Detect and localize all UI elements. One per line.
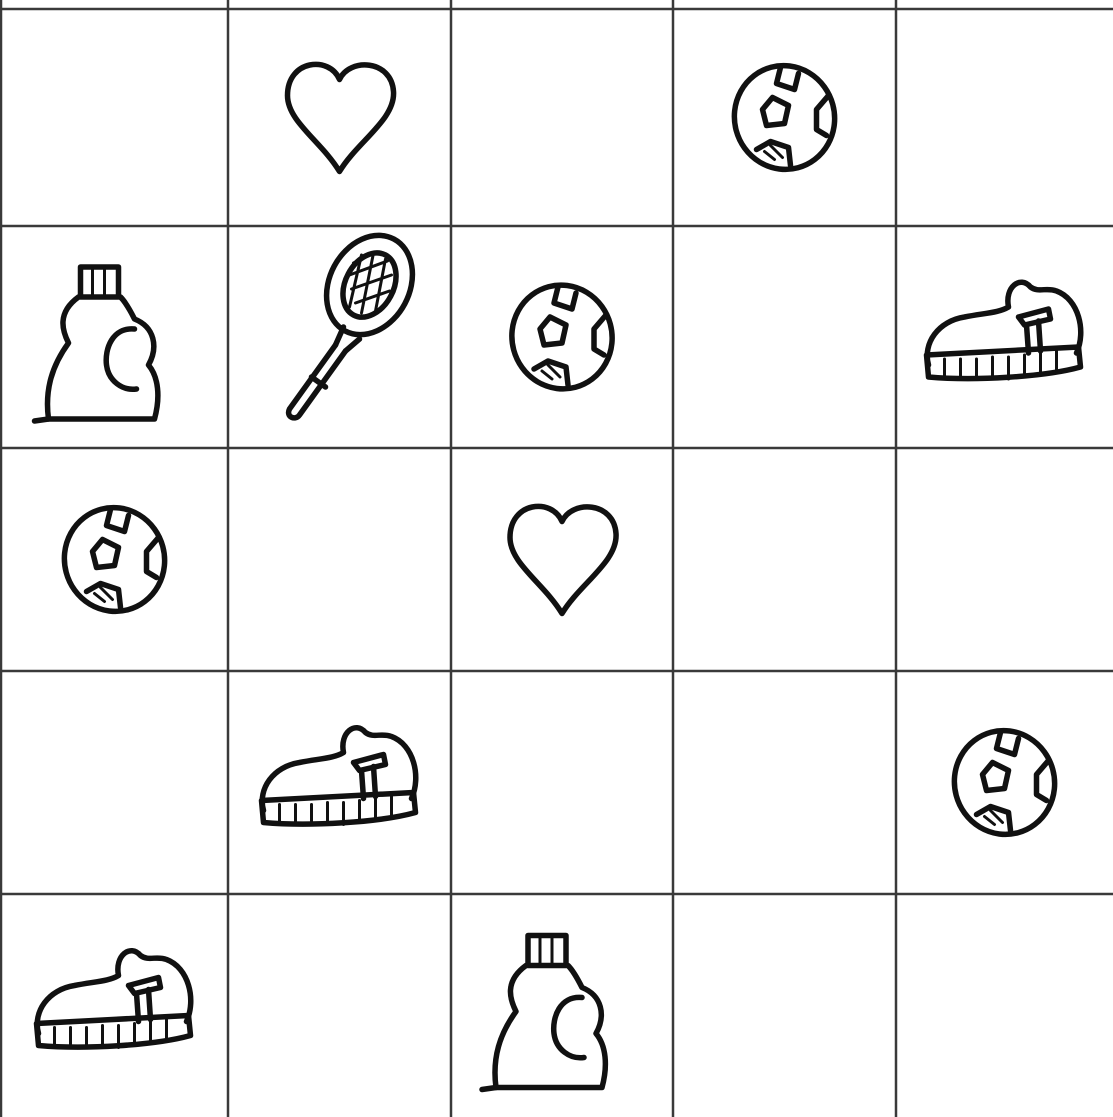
cell-hit-area[interactable] — [3, 673, 226, 892]
grid-cells — [3, 11, 1111, 1115]
cell-hit-area[interactable] — [453, 673, 671, 892]
cell-hit-area[interactable] — [675, 228, 894, 446]
grid-cell-r1-c3[interactable] — [453, 11, 671, 224]
grid-cell-r4-c2[interactable] — [230, 673, 449, 892]
cell-hit-area[interactable] — [898, 896, 1111, 1115]
grid-cell-r3-c5[interactable] — [898, 450, 1111, 669]
grid-cell-r5-c3[interactable] — [453, 896, 671, 1115]
grid-cell-r1-c5[interactable] — [898, 11, 1111, 224]
cell-hit-area[interactable] — [230, 11, 449, 224]
cell-hit-area[interactable] — [230, 896, 449, 1115]
grid-cell-r1-c1[interactable] — [3, 11, 226, 224]
grid-cell-r3-c2[interactable] — [230, 450, 449, 669]
grid-cell-r2-c3[interactable] — [453, 228, 671, 446]
grid-cell-r4-c3[interactable] — [453, 673, 671, 892]
cell-hit-area[interactable] — [675, 450, 894, 669]
grid-cell-r1-c2[interactable] — [230, 11, 449, 224]
cell-hit-area[interactable] — [675, 896, 894, 1115]
grid-cell-r2-c4[interactable] — [675, 228, 894, 446]
cell-hit-area[interactable] — [898, 450, 1111, 669]
grid-cell-r2-c5[interactable] — [898, 228, 1111, 446]
cell-hit-area[interactable] — [453, 450, 671, 669]
grid-cell-r5-c4[interactable] — [675, 896, 894, 1115]
cell-hit-area[interactable] — [453, 11, 671, 224]
grid-cell-r4-c1[interactable] — [3, 673, 226, 892]
grid-cell-r2-c1[interactable] — [3, 228, 226, 446]
grid-cell-r5-c1[interactable] — [3, 896, 226, 1115]
cell-hit-area[interactable] — [675, 673, 894, 892]
grid-cell-r4-c5[interactable] — [898, 673, 1111, 892]
cell-hit-area[interactable] — [230, 450, 449, 669]
grid-cell-r3-c4[interactable] — [675, 450, 894, 669]
grid-cell-r5-c5[interactable] — [898, 896, 1111, 1115]
cell-hit-area[interactable] — [898, 11, 1111, 224]
cell-hit-area[interactable] — [3, 11, 226, 224]
grid-cell-r4-c4[interactable] — [675, 673, 894, 892]
grid-cell-r1-c4[interactable] — [675, 11, 894, 224]
grid-cell-r3-c3[interactable] — [453, 450, 671, 669]
grid-cell-r5-c2[interactable] — [230, 896, 449, 1115]
grid-cell-r2-c2[interactable] — [230, 220, 449, 446]
grid-cell-r3-c1[interactable] — [3, 450, 226, 669]
